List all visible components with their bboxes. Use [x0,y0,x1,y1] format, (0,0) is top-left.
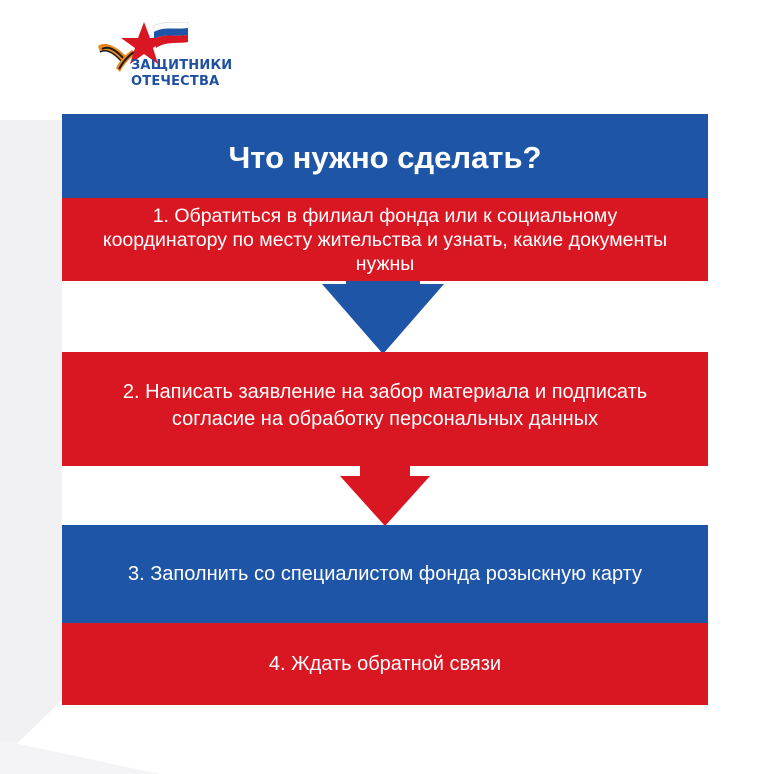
logo-line-2: ОТЕЧЕСТВА [131,74,220,89]
logo-line-1: ЗАЩИТНИКИ [131,58,233,73]
step-1-text: 1. Обратиться в филиал фонда или к социальному координатору по месту жительства и узнать, какие документы нужны [102,204,668,275]
step-3-text: 3. Заполнить со специалистом фонда розыскную карту [127,562,643,585]
step-4-text: 4. Ждать обратной связи [268,652,502,675]
logo-text [131,58,232,90]
step-3 [62,525,708,623]
heading-text: Что нужно сделать? [228,140,542,175]
step-2 [62,352,708,466]
flag-icon [154,22,188,48]
step-4 [62,623,708,705]
step-1 [62,198,708,281]
arrow-down-icon [322,278,444,354]
page-title [62,114,708,198]
arrow-down-icon [340,462,430,526]
step-2-text: 2. Написать заявление на забор материала и подписать согласие на обработку персональных данных [122,381,648,430]
